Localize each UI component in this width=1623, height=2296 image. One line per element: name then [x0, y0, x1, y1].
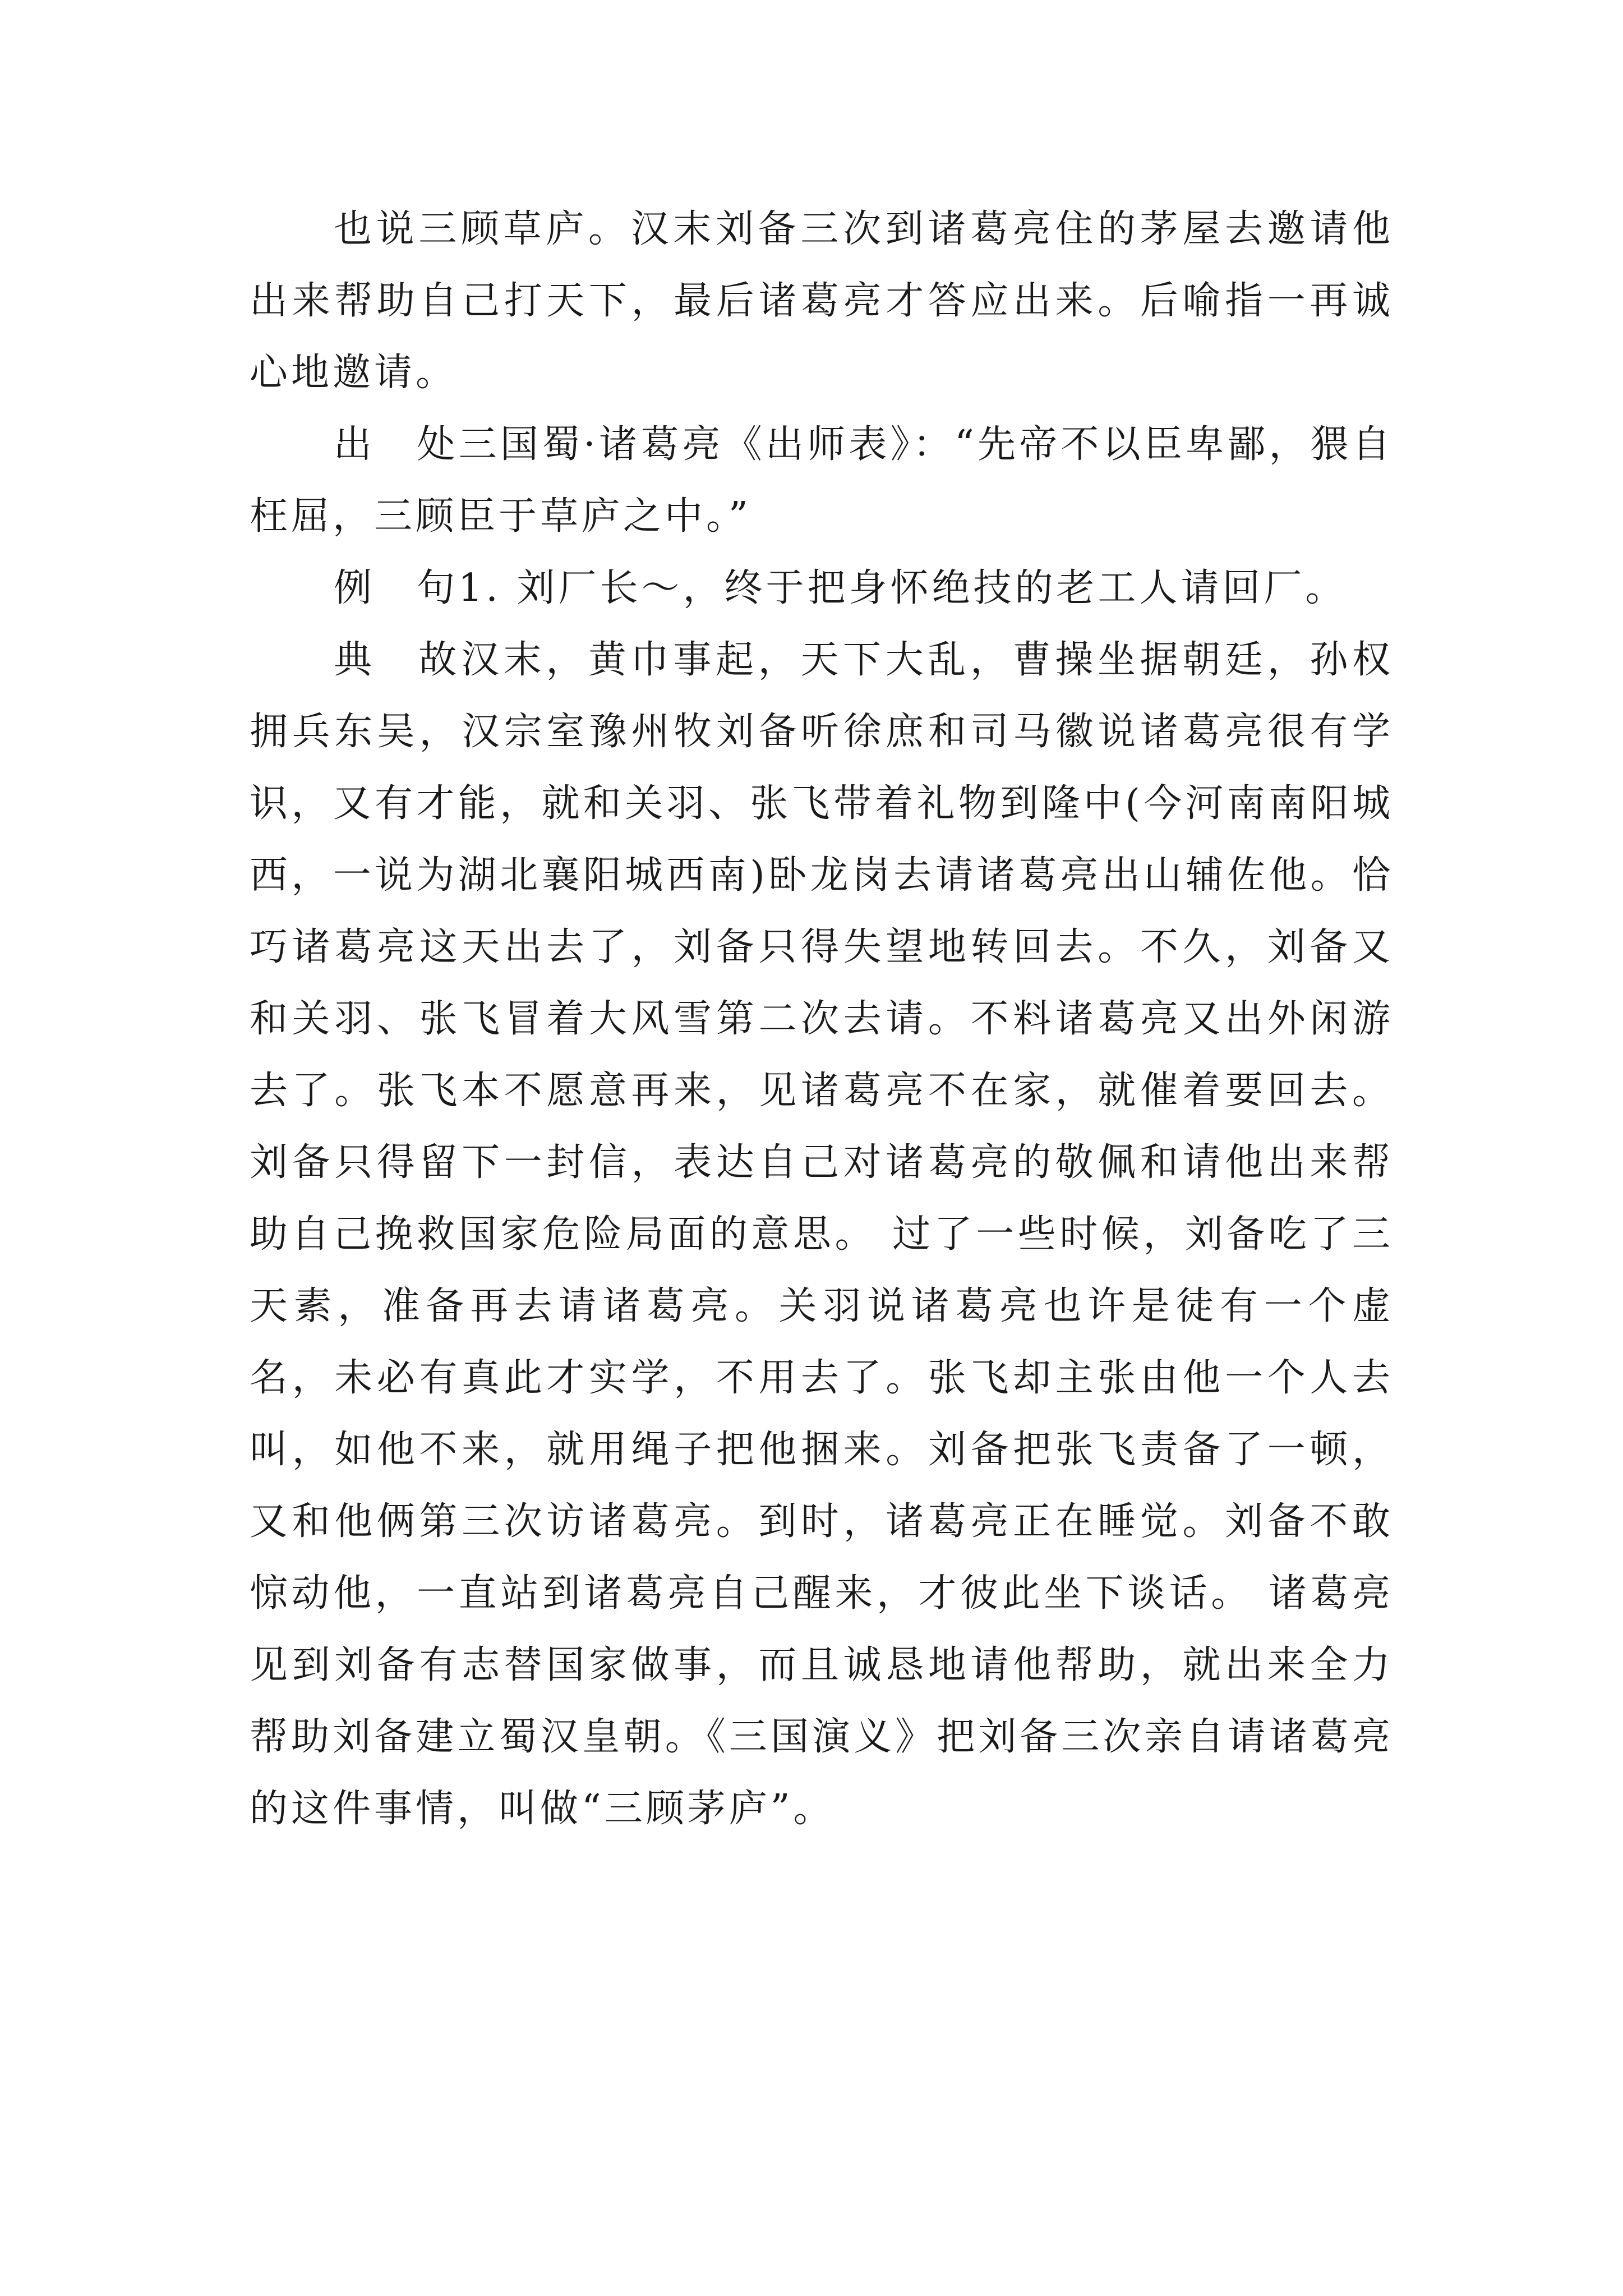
- paragraph-example: 例 句1. 刘厂长～，终于把身怀绝技的老工人请回厂。: [334, 566, 1347, 610]
- paragraph-story: 典 故汉末，黄巾事起，天下大乱，曹操坐据朝廷，孙权拥兵东吴，汉宗室豫州牧刘备听徐庶和司马徽说诸葛亮很有学识，又有才能，就和关羽、张飞带着礼物到隆中(今河南南阳城西，一说为湖北襄阳城西南)卧龙岗去请诸葛亮出山辅佐他。恰巧诸葛亮这天出去了，刘备只得失望地转回去。不久，刘备又和关羽、张飞冒着大风雪第二次去请。不料诸葛亮又出外闲游去了。张飞本不愿意再来，见诸葛亮不在家，就催着要回去。刘备只得留下一封信，表达自己对诸葛亮的敬佩和请他出来帮助自己挽救国家危险局面的意思。 过了一些时候，刘备吃了三天素，准备再去请诸葛亮。关羽说诸葛亮也许是徒有一个虚名，未必有真此才实学，不用去了。张飞却主张由他一个人去叫，如他不来，就用绳子把他捆来。刘备把张飞责备了一顿，又和他俩第三次访诸葛亮。到时，诸葛亮正在睡觉。刘备不敢惊动他，一直站到诸葛亮自己醒来，才彼此坐下谈话。 诸葛亮见到刘备有志替国家做事，而且诚恳地请他帮助，就出来全力帮助刘备建立蜀汉皇朝。《三国演义》把刘备三次亲自请诸葛亮的这件事情，叫做“三顾茅庐”。: [250, 638, 1394, 1831]
- paragraph-source: 出 处三国蜀·诸葛亮《出师表》：“先帝不以臣卑鄙，猥自枉屈，三顾臣于草庐之中。”: [250, 422, 1394, 539]
- paragraph-definition: 也说三顾草庐。汉末刘备三次到诸葛亮住的茅屋去邀请他出来帮助自己打天下，最后诸葛亮才答应出来。后喻指一再诚心地邀请。: [250, 207, 1394, 395]
- document-body: [250, 194, 1394, 1845]
